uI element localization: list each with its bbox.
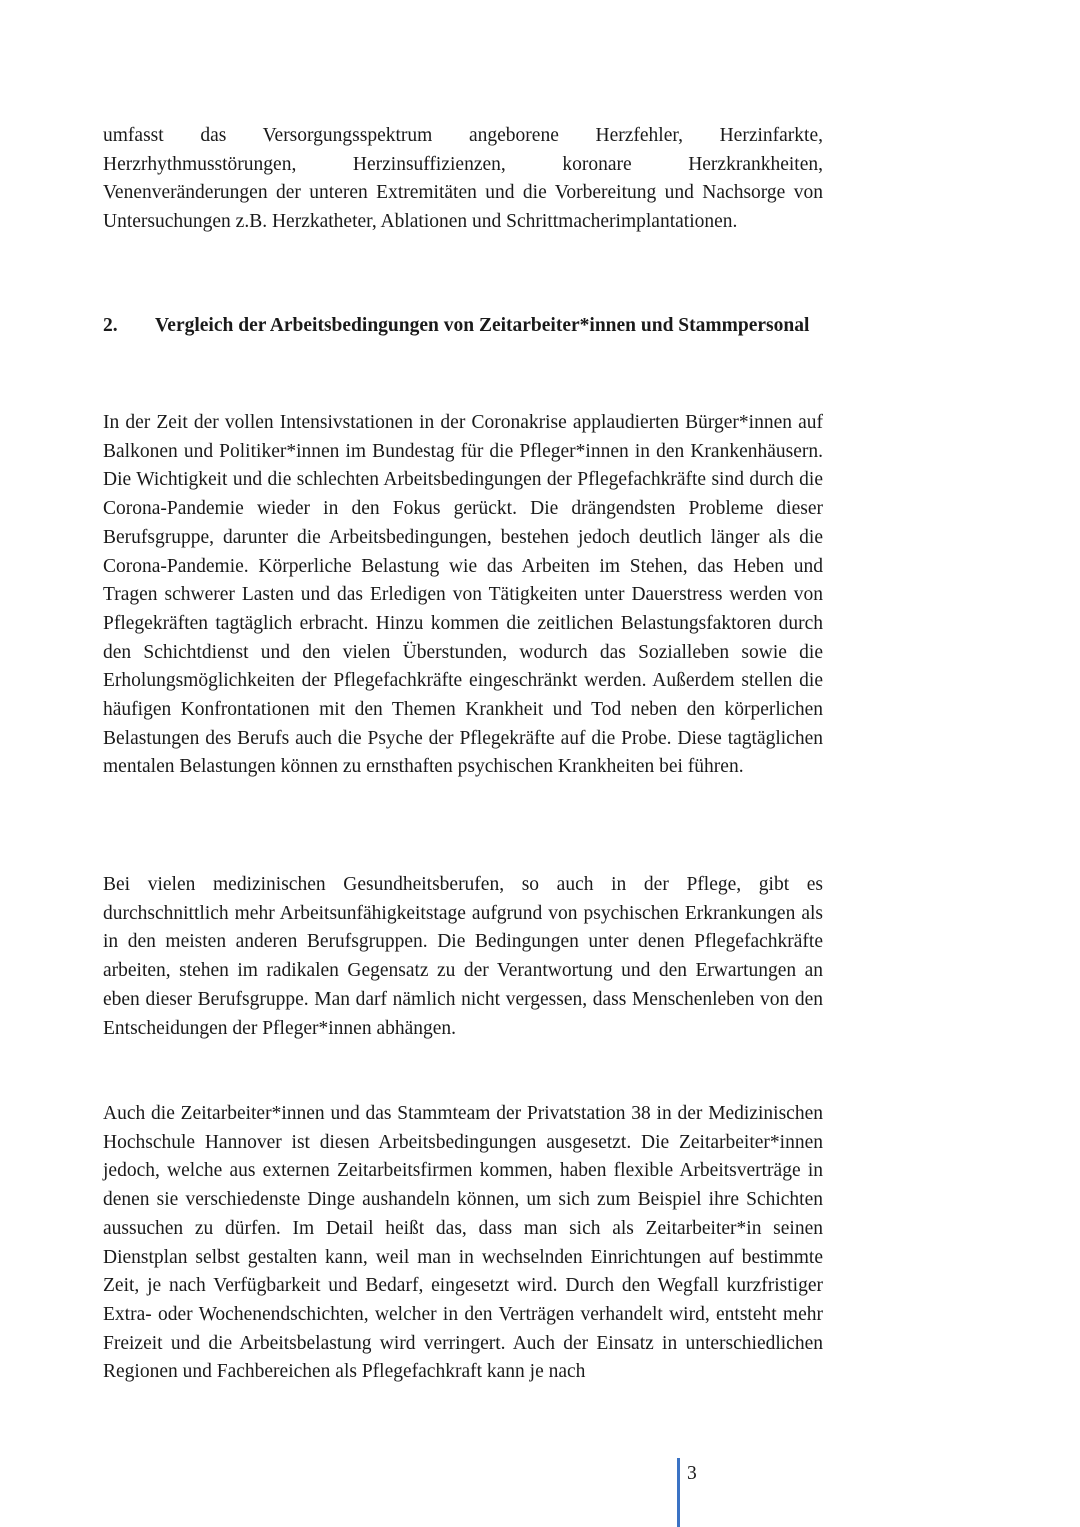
- intro-paragraph: umfasst das Versorgungsspektrum angeborene Herzfehler, Herzinfarkte, Herzrhythmusstörungen, Herzinsuffizienzen, koronare Herzkrankheiten, Venenveränderungen der unteren Extremitäten und die Vorbereitung und Nachsorge von Untersuchungen z.B. Herzkatheter, Ablationen und Schrittmacherimplantationen.: [103, 125, 823, 233]
- body-paragraph-2: Bei vielen medizinischen Gesundheitsberufen, so auch in der Pflege, gibt es durchschnittlich mehr Arbeitsunfähigkeitstage aufgrund von psychischen Erkrankungen als in den meisten anderen Berufsgruppen. Die Bedingungen unter denen Pflegefachkräfte arbeiten, stehen im radikalen Gegensatz zu der Verantwortung und den Erwartungen an eben dieser Berufsgruppe. Man darf nämlich nicht vergessen, dass Menschenleben von den Entscheidungen der Pfleger*innen abhängen.: [103, 874, 823, 1039]
- body-paragraph-1: In der Zeit der vollen Intensivstationen in der Coronakrise applaudierten Bürger*innen auf Balkonen und Politiker*innen im Bundestag für die Pfleger*innen in den Krankenhäusern. Die Wichtigkeit und die schlechten Arbeitsbedingungen der Pflegefachkräfte sind durch die Corona-Pandemie wieder in den Fokus gerückt. Die drängendsten Probleme dieser Berufsgruppe, darunter die Arbeitsbedingungen, bestehen jedoch deutlich länger als die Corona-Pandemie. Körperliche Belastung wie das Arbeiten im Stehen, das Heben und Tragen schwerer Lasten und das Erledigen von Tätigkeiten unter Dauerstress werden von Pflegekräften tagtäglich erbracht. Hinzu kommen die zeitlichen Belastungsfaktoren durch den Schichtdienst und den vielen Überstunden, wodurch das Sozialleben sowie die Erholungsmöglichkeiten der Pflegefachkräfte eingeschränkt werden. Außerdem stellen die häufigen Konfrontationen mit den Themen Krankheit und Tod neben den körperlichen Belastungen des Berufs auch die Psyche der Pflegekräfte auf die Probe. Diese tagtäglichen mentalen Belastungen können zu ernsthaften psychischen Krankheiten bei führen.: [103, 412, 823, 778]
- body-paragraph-3: Auch die Zeitarbeiter*innen und das Stammteam der Privatstation 38 in der Medizinischen Hochschule Hannover ist diesen Arbeitsbedingungen ausgesetzt. Die Zeitarbeiter*innen jedoch, welche aus externen Zeitarbeitsfirmen kommen, haben flexible Arbeitsverträge in denen sie verschiedenste Dinge aushandeln können, um sich zum Beispiel ihre Schichten aussuchen zu dürfen. Im Detail heißt das, dass man sich als Zeitarbeiter*in seinen Dienstplan selbst gestalten kann, weil man in wechselnden Einrichtungen auf bestimmte Zeit, je nach Verfügbarkeit und Bedarf, eingesetzt wird. Durch den Wegfall kurzfristiger Extra- oder Wochenendschichten, welcher in den Verträgen verhandelt wird, entsteht mehr Freizeit und die Arbeitsbelastung wird verringert. Auch der Einsatz in unterschiedlichen Regionen und Fachbereichen als Pflegefachkraft kann je nach: [103, 1103, 823, 1383]
- page-number-bar: [677, 1458, 680, 1527]
- section-heading: [103, 312, 823, 341]
- section-title: Vergleich der Arbeitsbedingungen von Zeitarbeiter*innen und Stammpersonal: [155, 315, 810, 336]
- section-number: 2.: [103, 315, 118, 336]
- page-number: 3: [687, 1463, 697, 1484]
